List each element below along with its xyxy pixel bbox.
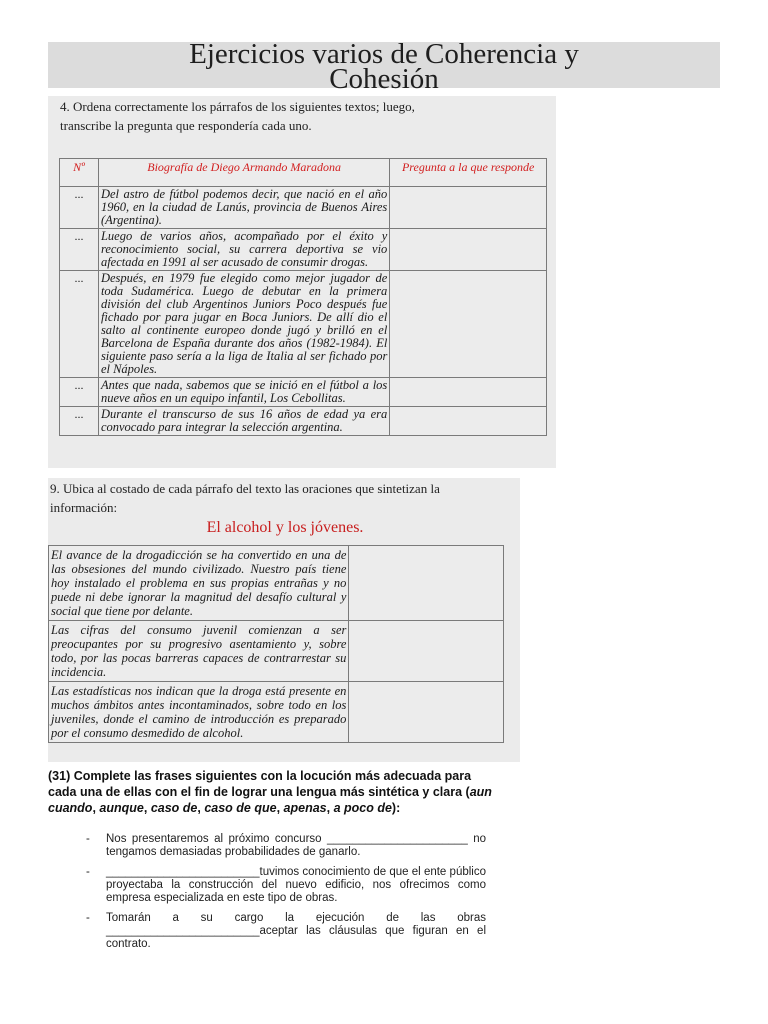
list-item-text: Nos presentaremos al próximo concurso ______________________ no tengamos demasiadas probabilidades de ganarlo. (106, 833, 486, 858)
row-answer-cell[interactable] (349, 546, 504, 621)
option-a-poco-de: a poco de (333, 801, 392, 815)
row-paragraph: Las estadísticas nos indican que la droga está presente en muchos ámbitos antes incontaminados, sobre todo en los juveniles, donde el camino de introducción es preparado por el consumo desmedido de alcohol. (49, 682, 349, 743)
list-item-text: ________________________tuvimos conocimiento de que el ente público proyectaba la construcción del nuevo edificio, nos ofrecimos como empresa especializada en este tipo de obras. (106, 866, 486, 904)
row-paragraph: El avance de la drogadicción se ha convertido en una de las obsesiones del mundo civilizado. Nuestro país tiene hoy instalado el problema en sus propias entrañas y no puede ni debe ignorar la magnitud del desafío cultural y social que tiene por delante. (49, 546, 349, 621)
option-separator: , (143, 801, 151, 815)
table-row (60, 229, 547, 271)
page-title-line1: Ejercicios varios de Coherencia y (189, 38, 579, 70)
list-item (86, 866, 486, 905)
table-row (49, 682, 504, 743)
row-number: ... (60, 378, 99, 407)
list-dash: - (86, 866, 90, 878)
exercise-4-instruction (60, 97, 530, 135)
row-number: ... (60, 187, 99, 229)
exercise-4-instruction-line2: transcribe la pregunta que respondería cada uno. (60, 118, 312, 133)
row-paragraph: Antes que nada, sabemos que se inició en el fútbol a los nueve años en un equipo infantil, Los Cebollitas. (98, 378, 389, 407)
instruction-close: ): (391, 801, 401, 815)
page-title-line2: Cohesión (329, 63, 439, 95)
row-answer-cell[interactable] (390, 271, 547, 378)
page-title (48, 38, 720, 95)
exercise-4-instruction-line1: 4. Ordena correctamente los párrafos de los siguientes textos; luego, (60, 99, 415, 114)
row-paragraph: Luego de varios años, acompañado por el éxito y reconocimiento social, su carrera deportiva se vio afectada en 1991 al ser acusado de consumir drogas. (98, 229, 389, 271)
header-biography: Biografía de Diego Armando Maradona (98, 159, 389, 187)
maradona-table (59, 158, 547, 436)
list-dash: - (86, 912, 90, 924)
table-row (49, 621, 504, 682)
option-apenas: apenas (283, 801, 327, 815)
row-paragraph: Del astro de fútbol podemos decir, que nació en el año 1960, en la ciudad de Lanús, provincia de Buenos Aires (Argentina). (98, 187, 389, 229)
row-number: ... (60, 229, 99, 271)
table-row (60, 187, 547, 229)
option-separator: , (276, 801, 284, 815)
option-separator: , (92, 801, 100, 815)
row-paragraph: Durante el transcurso de sus 16 años de edad ya era convocado para integrar la selección argentina. (98, 407, 389, 436)
list-item-text: Tomarán a su cargo la ejecución de las obras ________________________aceptar las cláusulas que figuran en el contrato. (106, 912, 486, 950)
exercise-9-instruction-line2: información: (50, 500, 118, 515)
table-row (60, 407, 547, 436)
row-answer-cell[interactable] (390, 187, 547, 229)
list-item (86, 833, 486, 859)
list-item (86, 912, 486, 951)
alcohol-table (48, 545, 504, 743)
table-row (60, 271, 547, 378)
option-separator: , (326, 801, 334, 815)
option-caso-de-que: caso de que (204, 801, 277, 815)
row-answer-cell[interactable] (390, 407, 547, 436)
header-question: Pregunta a la que responde (390, 159, 547, 187)
row-answer-cell[interactable] (349, 682, 504, 743)
row-number: ... (60, 407, 99, 436)
table-row (49, 546, 504, 621)
row-answer-cell[interactable] (390, 229, 547, 271)
exercise-31-intro: (31) Complete las frases siguientes con la locución más adecuada para cada una de ellas con el fin de lograr una lengua más sintética y clara ( (48, 769, 472, 799)
option-aun-cuando: aun cuando (48, 785, 492, 815)
exercise-31-instruction (48, 768, 493, 816)
row-number: ... (60, 271, 99, 378)
exercise-9-instruction (50, 479, 518, 517)
table-row (60, 378, 547, 407)
row-paragraph: Después, en 1979 fue elegido como mejor jugador de toda Sudamérica. Luego de debutar en la primera división del club Argentinos Juniors Poco después fue fichado por para jugar en Boca Juniors. De allí dio el salto al continente europeo donde jugó y brilló en el Barcelona de España durante dos años (1982-1984). El siguiente paso sería a la liga de Italia al ser fichado por el Nápoles. (98, 271, 389, 378)
row-paragraph: Las cifras del consumo juvenil comienzan a ser preocupantes por su progresivo asentamiento y, sobre todo, por las pocas barreras capaces de contrarrestar su incidencia. (49, 621, 349, 682)
option-aunque: aunque (99, 801, 144, 815)
row-answer-cell[interactable] (349, 621, 504, 682)
option-separator: , (197, 801, 205, 815)
text-subtitle: El alcohol y los jóvenes. (206, 519, 364, 536)
option-caso-de: caso de (150, 801, 198, 815)
header-number: Nº (60, 159, 99, 187)
row-answer-cell[interactable] (390, 378, 547, 407)
exercise-9-instruction-line1: 9. Ubica al costado de cada párrafo del texto las oraciones que sintetizan la (50, 481, 440, 496)
list-dash: - (86, 833, 90, 845)
table-header-row (60, 159, 547, 187)
